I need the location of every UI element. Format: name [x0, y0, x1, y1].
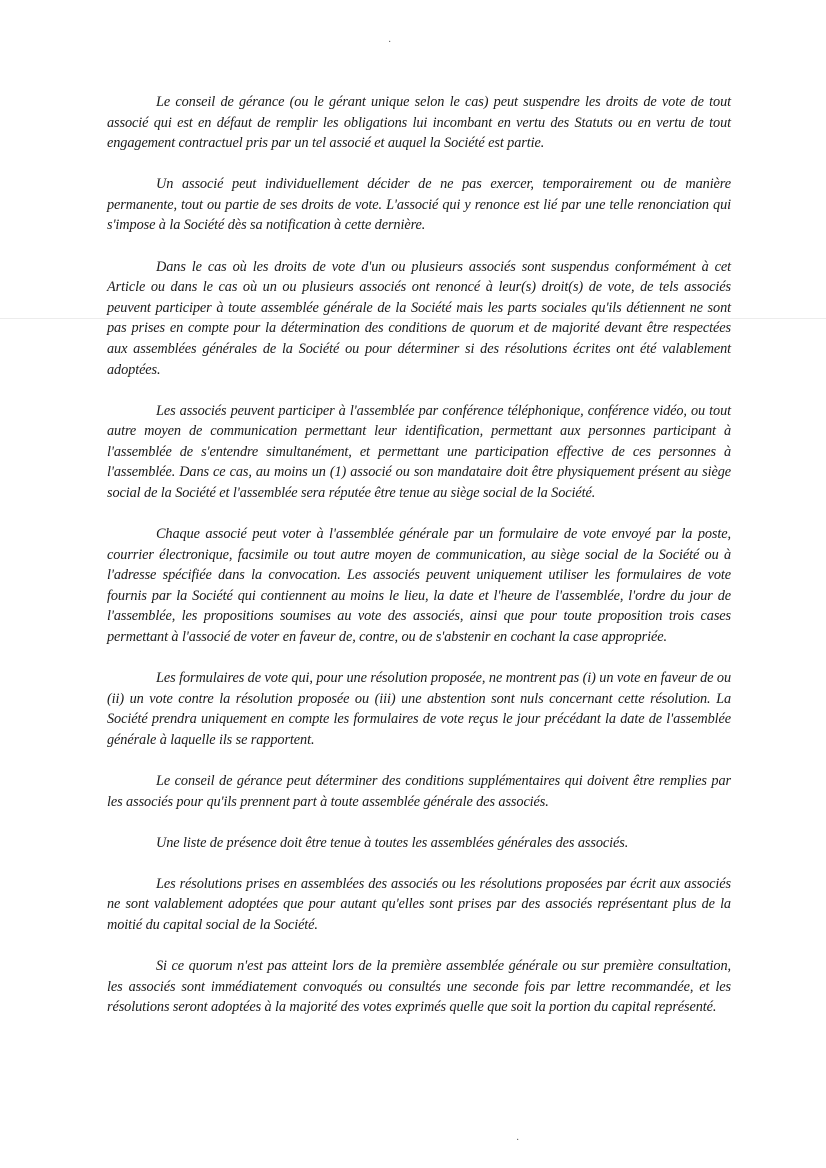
paragraph-participation-associes-suspendus: Dans le cas où les droits de vote d'un ou plusieurs associés sont suspendus conformément à cet Article ou dans le cas où un ou plusieurs associés ont renoncé à leur(s) droit(s) de vote, de tels associés peuvent participer à toute assemblée générale de la Société mais les parts sociales qu'ils détiennent ne sont pas prises en compte pour la détermination des conditions de quorum et de majorité devant être respectées aux assemblées générales de la Société ou pour déterminer si des résolutions écrites ont été valablement adoptées.	[107, 258, 731, 378]
scan-mark-top: ·	[388, 37, 392, 48]
paragraph-participation-a-distance: Les associés peuvent participer à l'assemblée par conférence téléphonique, conférence vidéo, ou tout autre moyen de communication permettant leur identification, permettant aux personnes participant à l'assemblée de s'entendre simultanément, et permettant une participation effective de ces personnes à l'assemblée. Dans ce cas, au moins un (1) associé ou son mandataire doit être physiquement présent au siège social de la Société et l'assemblée sera réputée être tenue au siège social de la Société.	[107, 402, 731, 501]
paragraph-adoption-resolutions: Les résolutions prises en assemblées des associés ou les résolutions proposées par écrit aux associés ne sont valablement adoptées que pour autant qu'elles sont prises par des associés représentant plus de la moitié du capital social de la Société.	[107, 875, 731, 933]
paragraph-renonciation-droits-vote: Un associé peut individuellement décider de ne pas exercer, temporairement ou de manière permanente, tout ou partie de ses droits de vote. L'associé qui y renonce est lié par une telle renonciation qui s'impose à la Société dès sa notification à cette dernière.	[107, 176, 731, 234]
paragraph-formulaires-nuls: Les formulaires de vote qui, pour une résolution proposée, ne montrent pas (i) un vote en faveur de ou (ii) un vote contre la résolution proposée ou (iii) une abstention sont nuls concernant cette résolution. La Société prendra uniquement en compte les formulaires de vote reçus le jour précédant la date de l'assemblée générale à laquelle ils se rapportent.	[107, 670, 731, 748]
paragraph-vote-par-formulaire: Chaque associé peut voter à l'assemblée générale par un formulaire de vote envoyé par la poste, courrier électronique, facsimile ou tout autre moyen de communication, au siège social de la Société ou à l'adresse spécifiée dans la convocation. Les associés peuvent uniquement utiliser les formulaires de vote fournis par la Société qui contiennent au moins le lieu, la date et l'heure de l'assemblée, l'ordre du jour de l'assemblée, les propositions soumises au vote des associés, ainsi que pour toute proposition trois cases permettant à l'associé de voter en faveur de, contre, ou de s'abstenir en cochant la case appropriée.	[107, 526, 731, 646]
scan-mark-bottom: ·	[516, 1135, 520, 1146]
paragraph-liste-presence: Une liste de présence doit être tenue à toutes les assemblées générales des associés.	[156, 834, 629, 851]
document-body	[107, 92, 731, 1018]
paragraph-suspension-droits-vote: Le conseil de gérance (ou le gérant unique selon le cas) peut suspendre les droits de vote de tout associé qui est en défaut de remplir les obligations lui incombant en vertu des Statuts ou en vertu de tout engagement contractuel pris par un tel associé et auquel la Société est partie.	[107, 94, 731, 152]
paragraph-conditions-supplementaires: Le conseil de gérance peut déterminer des conditions supplémentaires qui doivent être remplies par les associés pour qu'ils prennent part à toute assemblée générale des associés.	[107, 773, 731, 810]
paragraph-quorum-seconde-convocation: Si ce quorum n'est pas atteint lors de la première assemblée générale ou sur première consultation, les associés sont immédiatement convoqués ou consultés une seconde fois par lettre recommandée, et les résolutions seront adoptées à la majorité des votes exprimés quelle que soit la portion du capital représenté.	[107, 958, 731, 1016]
